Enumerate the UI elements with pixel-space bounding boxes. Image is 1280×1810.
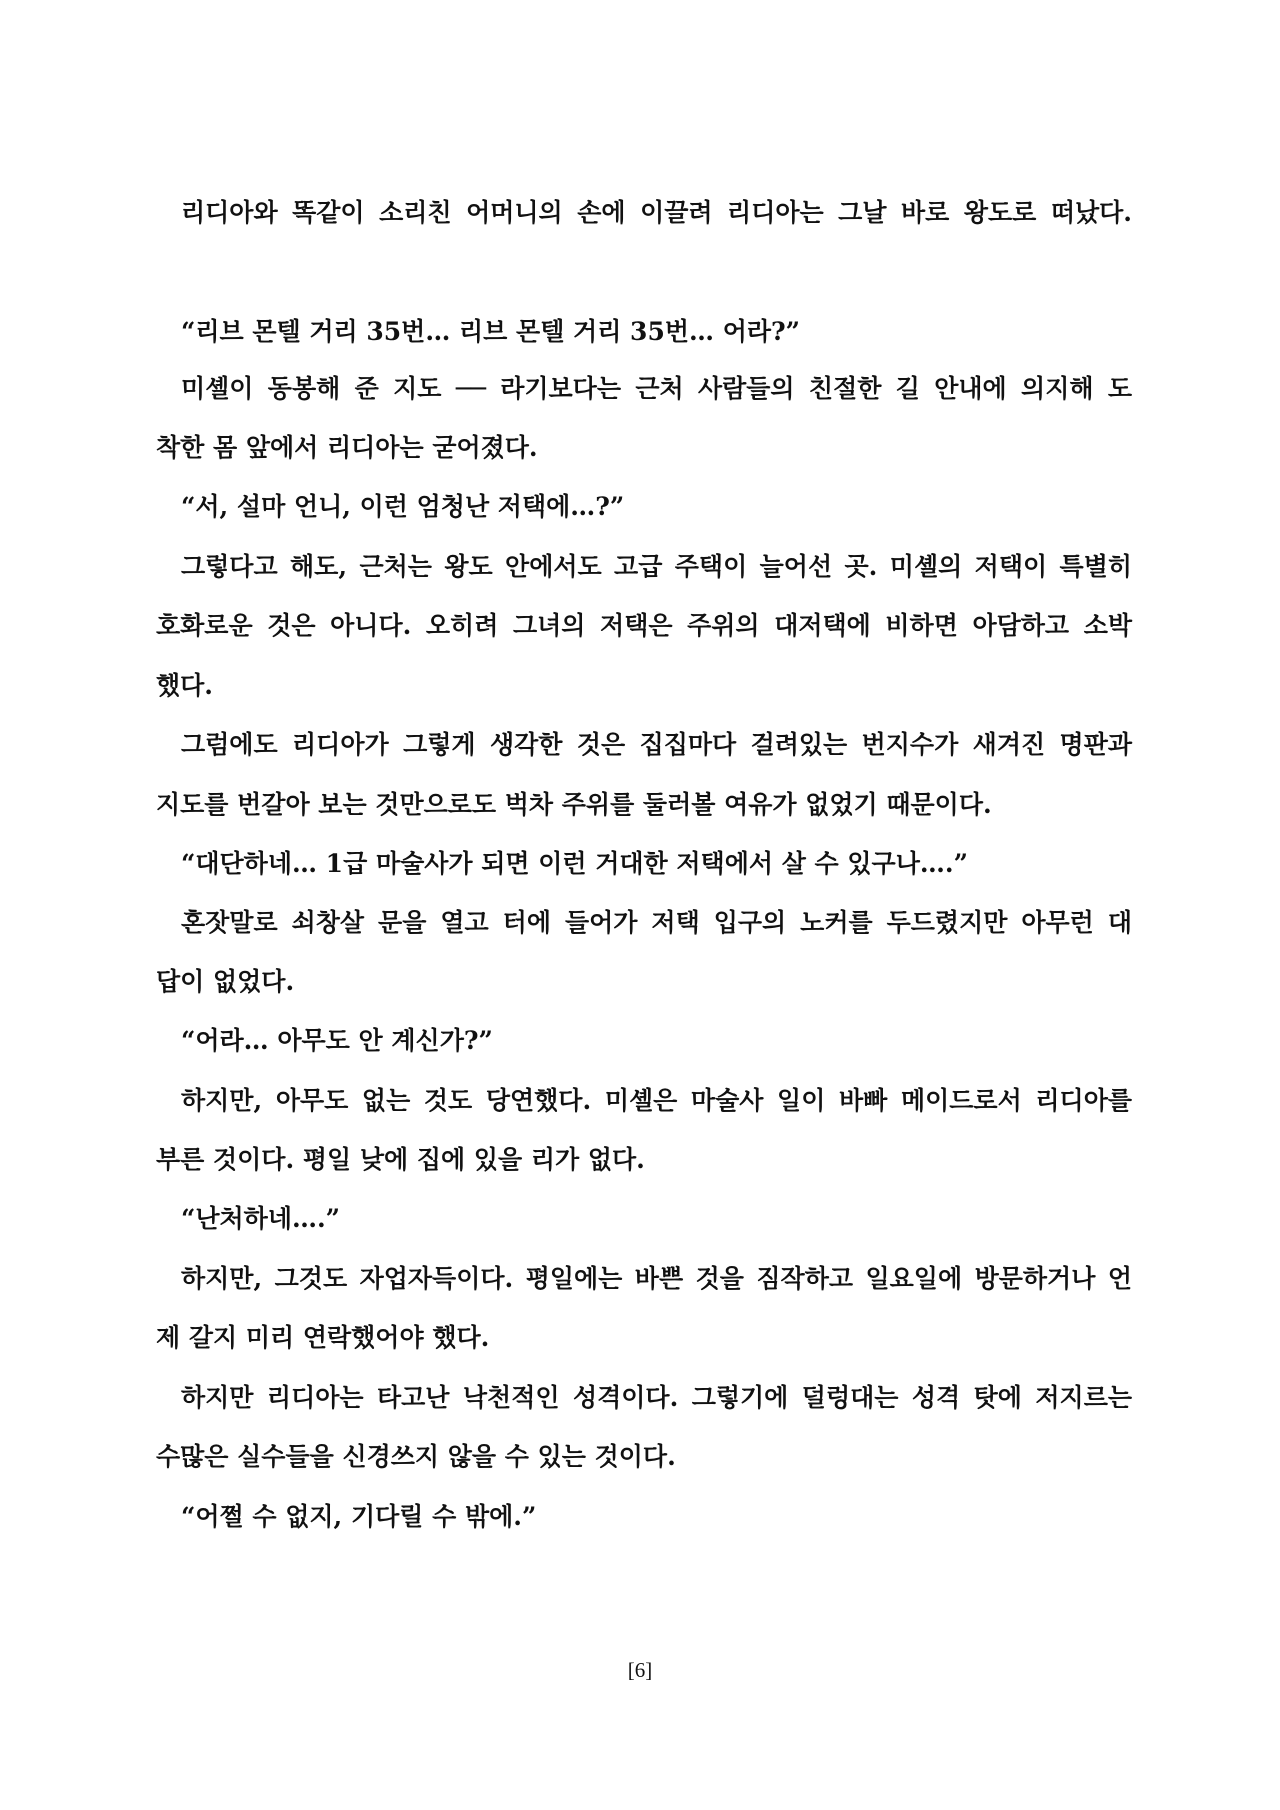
text-line: 부른 것이다. 평일 낮에 집에 있을 리가 없다. — [156, 1145, 645, 1174]
text-line: “서, 설마 언니, 이런 엄청난 저택에…?” — [181, 492, 625, 521]
text-line: 하지만, 아무도 없는 것도 당연했다. 미셸은 마술사 일이 바빠 메이드로서 리디아를 — [181, 1086, 1132, 1115]
text-line: “난처하네….” — [181, 1204, 341, 1233]
text-line: “대단하네… 1급 마술사가 되면 이런 거대한 저택에서 살 수 있구나….” — [181, 849, 968, 878]
text-line: 답이 없었다. — [156, 967, 295, 996]
text-line: “어라… 아무도 안 계신가?” — [181, 1026, 493, 1055]
text-line: 혼잣말로 쇠창살 문을 열고 터에 들어가 저택 입구의 노커를 두드렸지만 아무런 대 — [181, 908, 1132, 937]
text-line: “리브 몬텔 거리 35번… 리브 몬텔 거리 35번… 어라?” — [181, 317, 801, 346]
text-line: 그렇다고 해도, 근처는 왕도 안에서도 고급 주택이 늘어선 곳. 미셸의 저택이 특별히 — [181, 552, 1132, 581]
text-line: 수많은 실수들을 신경쓰지 않을 수 있는 것이다. — [156, 1442, 676, 1471]
text-line: 했다. — [156, 671, 214, 700]
page-number: [6] — [627, 1658, 653, 1682]
text-line: 그럼에도 리디아가 그렇게 생각한 것은 집집마다 걸려있는 번지수가 새겨진 명판과 — [181, 730, 1132, 759]
text-line: 리디아와 똑같이 소리친 어머니의 손에 이끌려 리디아는 그날 바로 왕도로 떠났다. — [181, 198, 1132, 227]
text-line: 하지만, 그것도 자업자득이다. 평일에는 바쁜 것을 짐작하고 일요일에 방문하거나 언 — [181, 1264, 1132, 1293]
text-line: 하지만 리디아는 타고난 낙천적인 성격이다. 그렇기에 덜렁대는 성격 탓에 저지르는 — [181, 1383, 1132, 1412]
text-line: 제 갈지 미리 연락했어야 했다. — [156, 1323, 490, 1352]
text-line: 착한 몸 앞에서 리디아는 굳어졌다. — [156, 433, 538, 462]
text-line: 호화로운 것은 아니다. 오히려 그녀의 저택은 주위의 대저택에 비하면 아담하고 소박 — [156, 611, 1132, 640]
text-line: 지도를 번갈아 보는 것만으로도 벅차 주위를 둘러볼 여유가 없었기 때문이다. — [156, 790, 992, 819]
text-line: “어쩔 수 없지, 기다릴 수 밖에.” — [181, 1502, 537, 1531]
text-line: 미셸이 동봉해 준 지도 ── 라기보다는 근처 사람들의 친절한 길 안내에 의지해 도 — [181, 374, 1132, 403]
